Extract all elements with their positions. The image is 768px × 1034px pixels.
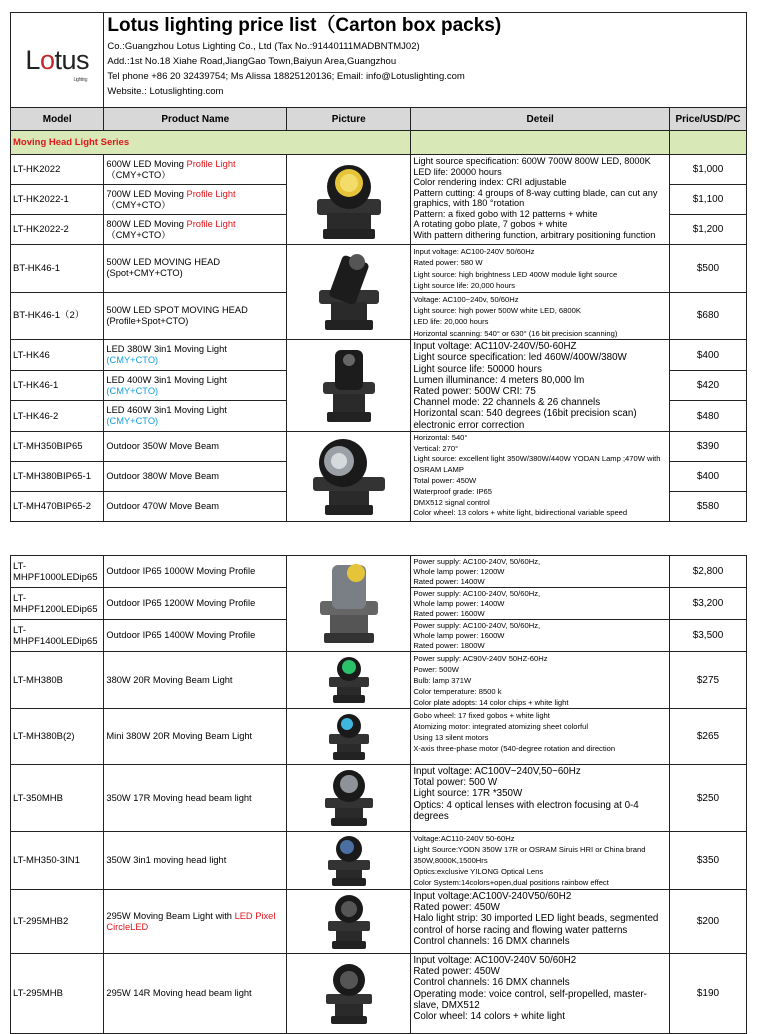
product-image [287,890,411,954]
table-row [11,709,747,765]
col-price: Price/USD/PC [669,108,746,131]
product-name-cell: 350W 17R Moving head beam light [104,765,287,832]
price-cell: $3,500 [669,620,746,652]
model-cell: LT-MH350BIP65 [11,431,104,461]
col-product: Product Name [104,108,287,131]
page-title: Lotus lighting price list（Carton box packs) [107,15,502,36]
model-cell: LT-MH350-3IN1 [11,832,104,890]
product-name-cell: Outdoor 380W Move Beam [104,461,287,491]
detail-cell: Light source specification: 600W 700W 800W LED, 8000K LED life: 20000 hours Color rendering index: CRI adjustable Pattern cutting: 4 groups of 8-way cutting blade, can cut any graphics, with 180 °rotation Pattern: a fixed gobo with 12 patterns + white A rotating gobo plate, 7 gobos + white With pattern dithering function, arbitrary positioning function [411,155,670,245]
product-name-cell: 700W LED Moving Profile Light （CMY+CTO） [104,185,287,215]
price-cell: $1,000 [669,155,746,185]
price-cell: $420 [669,370,746,401]
detail-cell: Power supply: AC100-240V, 50/60Hz, Whole lamp power: 1600W Rated power: 1800W [411,620,670,652]
model-cell: LT-MH380B [11,652,104,709]
price-cell: $2,800 [669,556,746,588]
moving-head-light-icon [299,433,399,519]
model-cell: LT-HK46-2 [11,401,104,432]
model-cell: LT-MH380B(2) [11,709,104,765]
product-image [287,954,411,1034]
detail-cell: Power supply: AC100-240V, 50/60Hz, Whole lamp power: 1400W Rated power: 1600W [411,588,670,620]
table-row [11,954,747,1034]
table-row [11,765,747,832]
model-cell: LT-MH380BIP65-1 [11,461,104,491]
price-cell: $580 [669,491,746,521]
price-cell: $480 [669,401,746,432]
product-image [287,709,411,765]
product-name-cell: Outdoor IP65 1200W Moving Profile [104,588,287,620]
table-row [11,832,747,890]
table-row [11,155,747,185]
product-name-cell: 295W Moving Beam Light with LED Pixel CircleLED [104,890,287,954]
price-cell: $190 [669,954,746,1034]
column-header-row [11,108,747,131]
model-cell: LT-HK2022 [11,155,104,185]
price-cell: $1,100 [669,185,746,215]
price-cell: $265 [669,709,746,765]
lotus-logo: Lotus Lighting [25,44,89,83]
price-cell: $250 [669,765,746,832]
product-name-cell: Outdoor IP65 1400W Moving Profile [104,620,287,652]
detail-cell: Input voltage: AC100V~240V,50~60Hz Total power: 500 W Light source: 17R *350W Optics: 4 optical lenses with electron focusing at 0-4 degrees [411,765,670,832]
model-cell: LT-HK2022-1 [11,185,104,215]
detail-cell: Input voltage:AC100V-240V50/60H2 Rated power: 450W Halo light strip: 30 imported LED light beads, segmented control of horse racing and flowing water patterns Control channels: 16 DMX channels [411,890,670,954]
price-cell: $680 [669,292,746,340]
table-row [11,245,747,293]
price-cell: $3,200 [669,588,746,620]
price-cell: $200 [669,890,746,954]
moving-head-light-icon [324,962,374,1026]
detail-cell: Input voltage: AC100V-240V 50/60H2 Rated power: 450W Control channels: 16 DMX channels Operating mode: voice control, self-propelled, master-slave, DMX512 Color wheel: 14 colors + white light [411,954,670,1034]
price-cell: $390 [669,431,746,461]
table-row [11,340,747,371]
product-name-cell: 500W LED SPOT MOVING HEAD (Profile+Spot+CTO) [104,292,287,340]
product-name-cell: Outdoor 470W Move Beam [104,491,287,521]
detail-cell: Input voltage: AC100-240V 50/60Hz Rated power: 580 W Light source: high brightness LED 400W module light source Light source life: 20,000 hours [411,245,670,293]
price-cell: $275 [669,652,746,709]
model-cell: LT-MHPF1400LEDip65 [11,620,104,652]
product-image [287,340,411,432]
product-image [287,652,411,709]
model-cell: BT-HK46-1（2） [11,292,104,340]
moving-head-light-icon [323,768,375,828]
moving-head-light-icon [299,157,399,243]
model-cell: LT-HK2022-2 [11,215,104,245]
moving-head-light-icon [319,346,379,426]
product-name-cell: Outdoor 350W Move Beam [104,431,287,461]
price-cell: $1,200 [669,215,746,245]
moving-head-light-icon [327,655,371,705]
product-name-cell: Mini 380W 20R Moving Beam Light [104,709,287,765]
logo-cell [11,13,104,108]
product-name-cell: LED 460W 3in1 Moving Light (CMY+CTO) [104,401,287,432]
product-name-cell: 350W 3in1 moving head light [104,832,287,890]
price-table-page2 [10,555,747,1034]
detail-cell: Voltage:AC110-240V 50-60Hz Light Source:YODN 350W 17R or OSRAM Siruis HRI or China brand 350W,8000K,1500Hrs Optics:exclusive YILONG Optical Lens Color System:14colors+open,dual positions rainbow effect [411,832,670,890]
moving-head-light-icon [326,893,372,951]
detail-cell: Power supply: AC100-240V, 50/60Hz, Whole lamp power: 1200W Rated power: 1400W [411,556,670,588]
moving-head-light-icon [327,712,371,762]
product-image [287,832,411,890]
product-name-cell: 600W LED Moving Profile Light （CMY+CTO） [104,155,287,185]
model-cell: LT-HK46 [11,340,104,371]
col-picture: Picture [287,108,411,131]
model-cell: LT-MHPF1000LEDip65 [11,556,104,588]
price-cell: $400 [669,340,746,371]
moving-head-light-icon [309,250,389,334]
product-name-cell: 295W 14R Moving head beam light [104,954,287,1034]
product-image [287,245,411,340]
detail-cell: Gobo wheel: 17 fixed gobos + white light Atomizing motor: integrated atomizing sheet colorful Using 13 silent motors X-axis three-phase motor (540-degree rotation and direction [411,709,670,765]
table-row [11,890,747,954]
detail-cell: Input voltage: AC110V-240V/50-60HZ Light source specification: led 460W/400W/380W Light source life: 50000 hours Lumen illuminance: 4 meters 80,000 lm Rated power: 500W CRI: 75 Channel mode: 22 channels & 26 channels Horizontal scan: 540 degrees (16bit precision scan) electronic error correction [411,340,670,432]
product-image [287,556,411,652]
company-contact: Tel phone +86 20 32439754; Ms Alissa 18825120136; Email: info@Lotuslighting.com [107,71,465,82]
model-cell: LT-MH470BIP65-2 [11,491,104,521]
product-image [287,155,411,245]
detail-cell: Voltage: AC100~240v, 50/60Hz Light source: high power 500W white LED, 6800K LED life: 20,000 hours Horizontal scanning: 540° or 630° (16 bit precision scanning) [411,292,670,340]
company-address: Add.:1st No.18 Xiahe Road,JiangGao Town,Baiyun Area,Guangzhou [107,56,397,67]
model-cell: LT-295MHB2 [11,890,104,954]
moving-head-light-icon [326,834,372,888]
model-cell: LT-MHPF1200LEDip65 [11,588,104,620]
price-cell: $350 [669,832,746,890]
product-image [287,431,411,521]
table-row [11,431,747,461]
model-cell: LT-295MHB [11,954,104,1034]
model-cell: LT-HK46-1 [11,370,104,401]
table-row [11,556,747,588]
price-cell: $400 [669,461,746,491]
model-cell: BT-HK46-1 [11,245,104,293]
product-name-cell: LED 380W 3in1 Moving Light (CMY+CTO) [104,340,287,371]
table-row [11,652,747,709]
product-name-cell: Outdoor IP65 1000W Moving Profile [104,556,287,588]
detail-cell: Horizontal: 540° Vertical: 270° Light source: excellent light 350W/380W/440W YODAN Lamp ;470W with OSRAM LAMP Total power: 450W Waterproof grade: IP65 DMX512 signal control Color wheel: 13 colors + white light, bidirectional variable speed [411,431,670,521]
section-row [11,131,747,155]
product-name-cell: 500W LED MOVING HEAD (Spot+CMY+CTO) [104,245,287,293]
product-image [287,765,411,832]
product-name-cell: LED 400W 3in1 Moving Light (CMY+CTO) [104,370,287,401]
price-table-page1 [10,12,747,522]
col-model: Model [11,108,104,131]
company-name: Co.:Guangzhou Lotus Lighting Co., Ltd (Tax No.:91440111MADBNTMJ02) [107,41,420,52]
moving-head-light-icon [314,561,384,647]
col-detail: Deteil [411,108,670,131]
price-cell: $500 [669,245,746,293]
company-header [104,13,747,108]
detail-cell: Power supply: AC90V-240V 50HZ-60Hz Power: 500W Bulb: lamp 371W Color temperature: 8500 k Color plate adopts: 14 color chips + white light [411,652,670,709]
section-title: Moving Head Light Series [11,131,411,155]
company-website: Website.: Lotuslighting.com [107,86,224,97]
model-cell: LT-350MHB [11,765,104,832]
product-name-cell: 800W LED Moving Profile Light （CMY+CTO） [104,215,287,245]
product-name-cell: 380W 20R Moving Beam Light [104,652,287,709]
